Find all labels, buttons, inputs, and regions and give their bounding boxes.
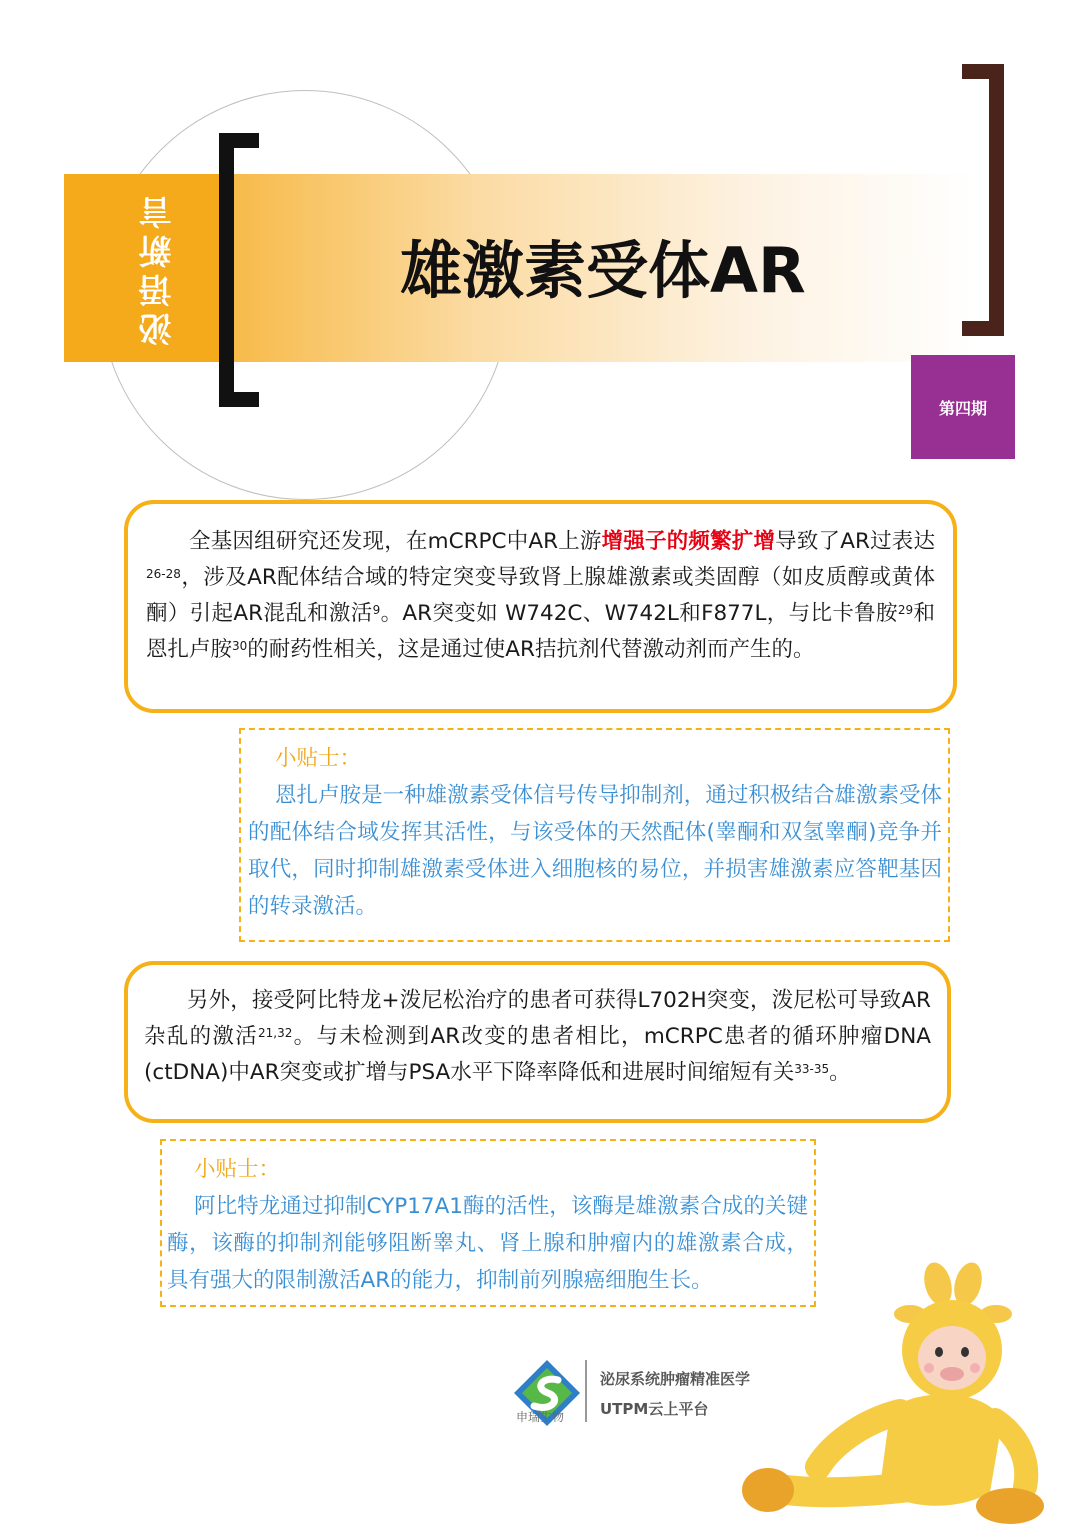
tip-box-2	[160, 1139, 816, 1307]
reference-sup: 9	[372, 603, 381, 617]
left-bracket-decoration	[219, 133, 259, 407]
tip-title: 小贴士：	[194, 1157, 281, 1182]
page-title: 雄激素受体AR	[400, 234, 806, 307]
right-bracket-decoration	[962, 64, 1004, 336]
text-segment: 。	[829, 1060, 851, 1085]
reference-sup: 30	[232, 639, 248, 653]
text-segment: ，涉及AR配体结合域的特定突变导致肾上腺雄激素或类固醇（如皮质醇或黄体酮）引起AR混乱和激活	[146, 565, 935, 626]
reference-sup: 21,32	[258, 1026, 293, 1040]
issue-badge: 第四期	[911, 355, 1015, 459]
org-name-line-2: UTPM云上平台	[600, 1400, 709, 1418]
text-segment: 。与未检测到AR改变的患者相比，mCRPC患者的循环肿瘤DNA (ctDNA)中AR突变或扩增与PSA水平下降率降低和进展时间缩短有关	[144, 1024, 931, 1085]
text-segment: 。AR突变如 W742C、W742L和F877L，与比卡鲁胺	[380, 601, 898, 626]
tip-text: 阿比特龙通过抑制CYP17A1酶的活性，该酶是雄激素合成的关键酶，该酶的抑制剂能够阻断睾丸、肾上腺和肿瘤内的雄激素合成，具有强大的限制激活AR的能力，抑制前列腺癌细胞生长。	[167, 1194, 808, 1293]
highlight-text: 增强子的频繁扩增	[601, 529, 776, 554]
text-segment: 另外，接受阿比特龙+泼尼松治疗的患者可获得L702H突变，泼尼松可导致AR杂乱的激活	[144, 988, 931, 1049]
text-segment: 全基因组研究还发现，在mCRPC中AR上游	[189, 529, 602, 554]
text-segment: 导致了AR过表达	[775, 529, 935, 554]
text-segment: 的耐药性相关，这是通过使AR拮抗剂代替激动剂而产生的。	[247, 637, 815, 662]
content-box-2	[124, 961, 951, 1123]
tip-text: 恩扎卢胺是一种雄激素受体信号传导抑制剂，通过积极结合雄激素受体的配体结合域发挥其活性，与该受体的天然配体(睾酮和双氢睾酮)竞争并取代，同时抑制雄激素受体进入细胞核的易位，并损害雄激素应答靶基因的转录激活。	[248, 783, 942, 919]
tip-title: 小贴士：	[275, 746, 362, 771]
tip-box-1	[239, 728, 950, 942]
column-title: 泌语新言	[137, 190, 177, 346]
paragraph-2	[144, 983, 931, 1091]
text-segment: 和恩扎卢胺	[146, 601, 935, 662]
reference-sup: 26-28	[146, 567, 181, 581]
reference-sup: 33-35	[794, 1062, 830, 1076]
paragraph-1	[146, 524, 935, 668]
reference-sup: 29	[897, 603, 914, 617]
content-box-1	[124, 500, 957, 713]
footer-divider	[585, 1360, 587, 1422]
mascot-illustration	[740, 1262, 1060, 1528]
org-name-line-1: 泌尿系统肿瘤精准医学	[600, 1370, 751, 1388]
logo-name: 申瑞生物	[515, 1410, 564, 1424]
